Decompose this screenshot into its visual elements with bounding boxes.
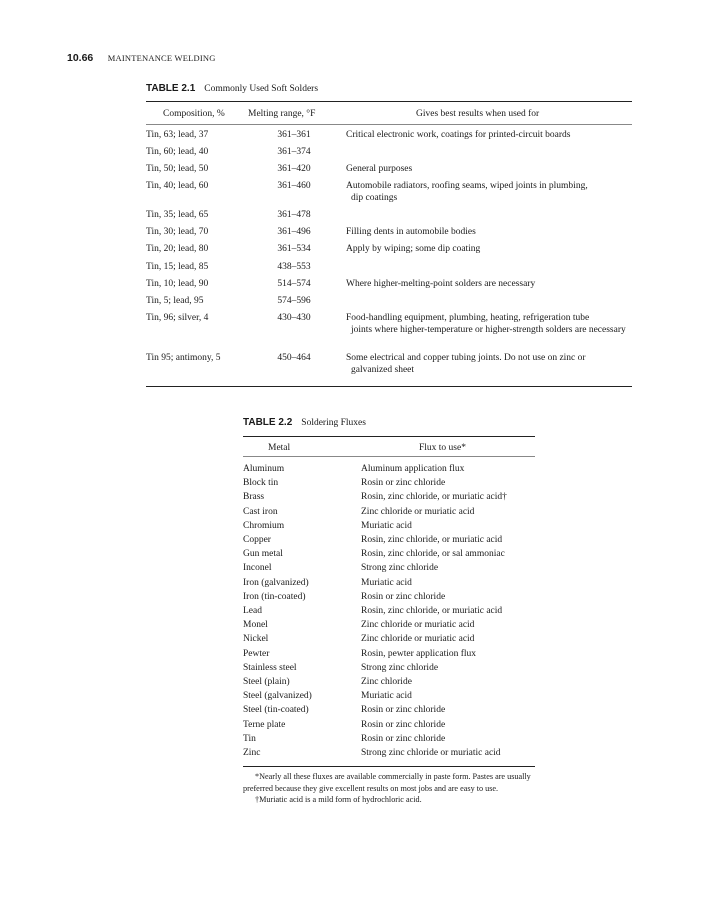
melting-range-cell: 361–478 bbox=[277, 210, 311, 220]
melting-range-cell: 361–374 bbox=[277, 147, 311, 157]
composition-cell: Tin, 20; lead, 80 bbox=[146, 244, 209, 254]
metal-cell: Block tin bbox=[243, 478, 279, 489]
metal-cell: Lead bbox=[243, 606, 262, 617]
table2-row bbox=[243, 590, 535, 604]
composition-cell: Tin, 50; lead, 50 bbox=[146, 164, 209, 174]
table2-row bbox=[243, 632, 535, 646]
flux-cell: Rosin or zinc chloride bbox=[361, 705, 446, 716]
use-cell bbox=[346, 226, 632, 238]
table1-caption bbox=[146, 83, 318, 94]
soft-solders-table bbox=[146, 101, 632, 375]
metal-cell: Zinc bbox=[243, 748, 261, 759]
table2-row bbox=[243, 505, 535, 519]
flux-cell: Rosin or zinc chloride bbox=[361, 591, 446, 602]
flux-cell: Zinc chloride or muriatic acid bbox=[361, 506, 475, 517]
running-head bbox=[67, 52, 216, 64]
metal-cell: Iron (tin-coated) bbox=[243, 591, 306, 602]
use-text-continued: dip coatings bbox=[351, 193, 398, 203]
flux-cell: Zinc chloride or muriatic acid bbox=[361, 634, 475, 645]
table2-row bbox=[243, 675, 535, 689]
table2-title: Soldering Fluxes bbox=[301, 418, 366, 428]
composition-cell: Tin, 96; silver, 4 bbox=[146, 313, 209, 323]
table1-col-use: Gives best results when used for bbox=[416, 109, 540, 119]
flux-cell: Zinc chloride bbox=[361, 677, 412, 688]
metal-cell: Iron (galvanized) bbox=[243, 577, 309, 588]
metal-cell: Tin bbox=[243, 733, 256, 744]
table1-label: TABLE 2.1 bbox=[146, 83, 196, 94]
soldering-fluxes-table bbox=[243, 436, 535, 806]
use-text: Apply by wiping; some dip coating bbox=[346, 244, 481, 254]
metal-cell: Monel bbox=[243, 620, 268, 631]
use-text: Some electrical and copper tubing joints. Do not use on zinc or bbox=[346, 353, 586, 363]
metal-cell: Copper bbox=[243, 535, 271, 546]
footnote-dagger: †Muriatic acid is a mild form of hydrochloric acid. bbox=[255, 795, 422, 805]
flux-cell: Rosin or zinc chloride bbox=[361, 733, 446, 744]
flux-cell: Rosin, zinc chloride, or muriatic acid† bbox=[361, 492, 507, 503]
use-text-continued: joints where higher-temperature or higher-strength solders are necessary bbox=[351, 325, 626, 335]
composition-cell: Tin, 30; lead, 70 bbox=[146, 227, 209, 237]
table2-row bbox=[243, 647, 535, 661]
flux-cell: Rosin, zinc chloride, or sal ammoniac bbox=[361, 549, 505, 560]
table2-row bbox=[243, 732, 535, 746]
table2-col-flux: Flux to use* bbox=[419, 443, 466, 453]
metal-cell: Chromium bbox=[243, 520, 285, 531]
table2-row bbox=[243, 533, 535, 547]
flux-cell: Muriatic acid bbox=[361, 520, 412, 531]
composition-cell: Tin, 40; lead, 60 bbox=[146, 181, 209, 191]
use-text: Where higher-melting-point solders are necessary bbox=[346, 279, 536, 289]
flux-cell: Muriatic acid bbox=[361, 691, 412, 702]
use-cell bbox=[346, 180, 632, 204]
metal-cell: Gun metal bbox=[243, 549, 283, 560]
table2-body bbox=[243, 457, 535, 760]
melting-range-cell: 514–574 bbox=[277, 279, 311, 289]
composition-cell: Tin, 63; lead, 37 bbox=[146, 130, 209, 140]
composition-cell: Tin, 10; lead, 90 bbox=[146, 279, 209, 289]
flux-cell: Aluminum application flux bbox=[361, 464, 465, 474]
table2-row bbox=[243, 604, 535, 618]
table2-label: TABLE 2.2 bbox=[243, 417, 293, 428]
use-text: Food-handling equipment, plumbing, heating, refrigeration tube bbox=[346, 313, 590, 323]
use-cell bbox=[346, 312, 632, 336]
melting-range-cell: 361–361 bbox=[277, 130, 311, 140]
metal-cell: Brass bbox=[243, 492, 265, 503]
melting-range-cell: 361–534 bbox=[277, 244, 311, 254]
table2-header-row bbox=[243, 437, 535, 457]
use-text: Automobile radiators, roofing seams, wiped joints in plumbing, bbox=[346, 181, 588, 191]
flux-cell: Rosin, zinc chloride, or muriatic acid bbox=[361, 606, 503, 617]
table2-row bbox=[243, 547, 535, 561]
melting-range-cell: 361–460 bbox=[277, 181, 311, 191]
composition-cell: Tin 95; antimony, 5 bbox=[146, 353, 221, 363]
metal-cell: Nickel bbox=[243, 634, 269, 645]
melting-range-cell: 430–430 bbox=[277, 313, 311, 323]
composition-cell: Tin, 5; lead, 95 bbox=[146, 296, 204, 306]
table1-col-melting-range: Melting range, °F bbox=[248, 109, 316, 119]
table2-row bbox=[243, 561, 535, 575]
metal-cell: Cast iron bbox=[243, 506, 278, 517]
use-cell bbox=[346, 352, 632, 376]
flux-cell: Rosin, pewter application flux bbox=[361, 648, 477, 659]
table1-col-composition: Composition, % bbox=[163, 109, 225, 119]
table2-row bbox=[243, 718, 535, 732]
use-text: Filling dents in automobile bodies bbox=[346, 227, 476, 237]
metal-cell: Steel (tin-coated) bbox=[243, 705, 309, 716]
flux-cell: Strong zinc chloride bbox=[361, 563, 439, 574]
melting-range-cell: 361–420 bbox=[277, 164, 311, 174]
melting-range-cell: 574–596 bbox=[277, 296, 311, 306]
composition-cell: Tin, 15; lead, 85 bbox=[146, 262, 209, 272]
table1-header-row bbox=[146, 102, 632, 125]
table1-bottom-rule bbox=[146, 386, 632, 387]
table2-row bbox=[243, 703, 535, 717]
use-cell bbox=[346, 278, 632, 290]
flux-cell: Muriatic acid bbox=[361, 577, 412, 588]
table2-caption bbox=[243, 417, 366, 428]
table2-row bbox=[243, 519, 535, 533]
use-cell bbox=[346, 163, 632, 175]
metal-cell: Aluminum bbox=[243, 464, 285, 474]
melting-range-cell: 438–553 bbox=[277, 262, 311, 272]
use-cell bbox=[346, 129, 632, 141]
table2-row bbox=[243, 490, 535, 504]
table2-row bbox=[243, 576, 535, 590]
table2-row bbox=[243, 462, 535, 476]
metal-cell: Stainless steel bbox=[243, 662, 297, 673]
metal-cell: Steel (galvanized) bbox=[243, 691, 312, 702]
table2-row bbox=[243, 746, 535, 760]
table1-title: Commonly Used Soft Solders bbox=[204, 84, 319, 94]
composition-cell: Tin, 60; lead, 40 bbox=[146, 147, 209, 157]
melting-range-cell: 450–464 bbox=[277, 353, 311, 363]
table2-bottom-rule bbox=[243, 766, 535, 767]
table2-row bbox=[243, 476, 535, 490]
table2-footnotes bbox=[243, 771, 535, 806]
metal-cell: Steel (plain) bbox=[243, 677, 290, 688]
flux-cell: Strong zinc chloride or muriatic acid bbox=[361, 748, 501, 759]
metal-cell: Inconel bbox=[243, 563, 272, 574]
section-title: MAINTENANCE WELDING bbox=[107, 53, 216, 63]
table2-col-metal: Metal bbox=[268, 443, 291, 453]
table2-row bbox=[243, 618, 535, 632]
composition-cell: Tin, 35; lead, 65 bbox=[146, 210, 209, 220]
table2-row bbox=[243, 689, 535, 703]
metal-cell: Terne plate bbox=[243, 719, 286, 730]
use-text: General purposes bbox=[346, 164, 413, 174]
flux-cell: Rosin or zinc chloride bbox=[361, 478, 446, 489]
flux-cell: Rosin, zinc chloride, or muriatic acid bbox=[361, 535, 503, 546]
use-text: Critical electronic work, coatings for printed-circuit boards bbox=[346, 130, 571, 140]
melting-range-cell: 361–496 bbox=[277, 227, 311, 237]
footnote-asterisk: *Nearly all these fluxes are available commercially in paste form. Pastes are usually preferred because they give excellent results on most jobs and are easy to use. bbox=[243, 772, 531, 793]
flux-cell: Zinc chloride or muriatic acid bbox=[361, 620, 475, 631]
use-cell bbox=[346, 243, 632, 255]
table2-row bbox=[243, 661, 535, 675]
flux-cell: Rosin or zinc chloride bbox=[361, 719, 446, 730]
page-number: 10.66 bbox=[67, 52, 94, 64]
use-text-continued: galvanized sheet bbox=[351, 365, 415, 375]
metal-cell: Pewter bbox=[243, 648, 270, 659]
flux-cell: Strong zinc chloride bbox=[361, 662, 439, 673]
